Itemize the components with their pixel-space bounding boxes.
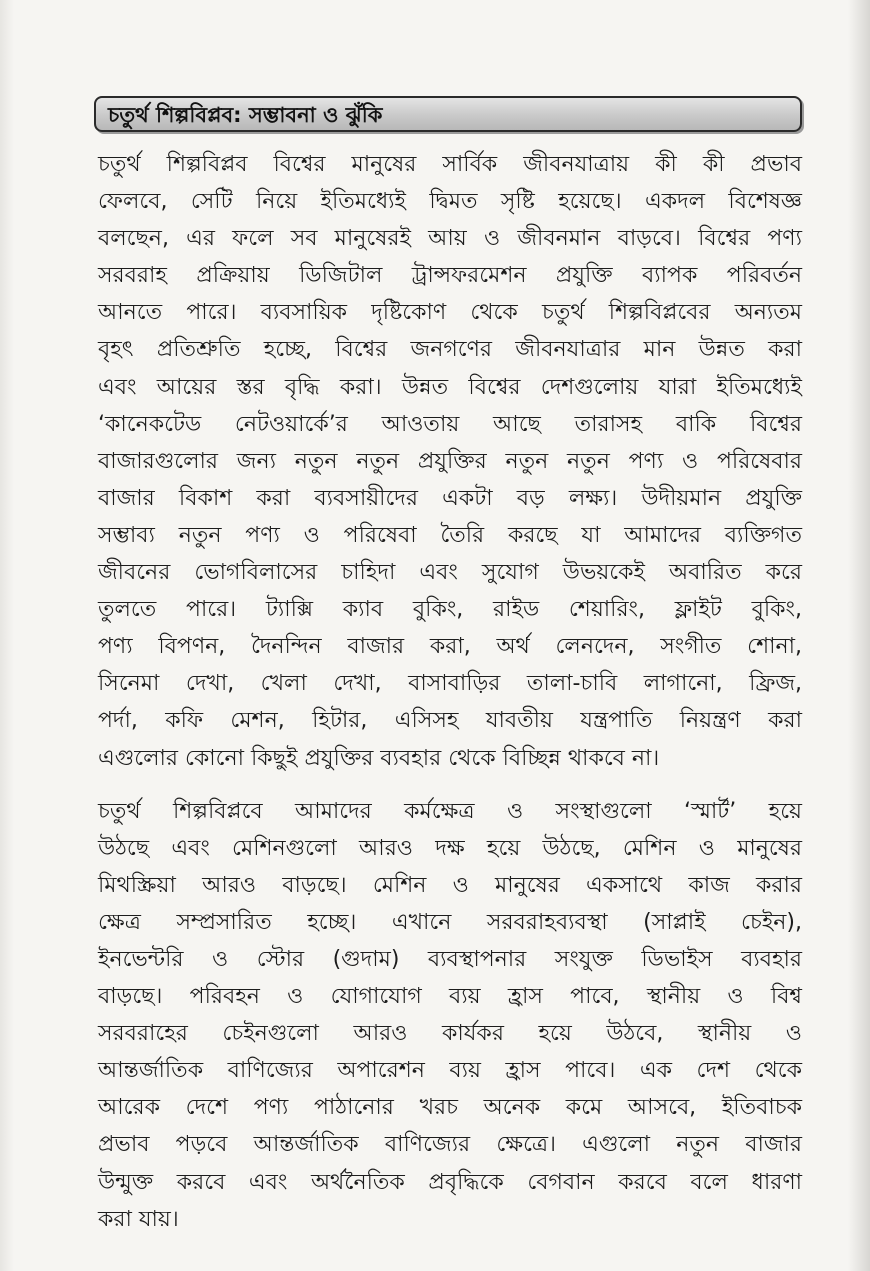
text-line: ‘কানেকটেড নেটওয়ার্কে’র আওতায় আছে তারাসহ বাকি বিশ্বের: [98, 411, 802, 437]
text-line: ফেলবে, সেটি নিয়ে ইতিমধ্যেই দ্বিমত সৃষ্টি হয়েছে। একদল বিশেষজ্ঞ: [98, 189, 802, 215]
paragraph-2: [98, 793, 802, 1238]
text-line: আনতে পারে। ব্যবসায়িক দৃষ্টিকোণ থেকে চতুর্থ শিল্পবিপ্লবের অন্যতম: [98, 300, 802, 326]
text-line: সরবরাহ প্রক্রিয়ায় ডিজিটাল ট্রান্সফরমেশন প্রযুক্তি ব্যাপক পরিবর্তন: [98, 263, 802, 289]
text-line: মিথস্ক্রিয়া আরও বাড়ছে। মেশিন ও মানুষের একসাথে কাজ করার: [98, 872, 802, 898]
text-line: উন্মুক্ত করবে এবং অর্থনৈতিক প্রবৃদ্ধিকে বেগবান করবে বলে ধারণা: [98, 1169, 802, 1195]
body-text: [98, 146, 802, 1238]
page-gutter-shadow: [0, 0, 14, 1271]
text-line: সরবরাহের চেইনগুলো আরও কার্যকর হয়ে উঠবে, স্থানীয় ও: [98, 1021, 802, 1047]
text-line: ক্ষেত্র সম্প্রসারিত হচ্ছে। এখানে সরবরাহব্যবস্থা (সাপ্লাই চেইন),: [98, 909, 802, 935]
page-edge-shadow: [848, 0, 870, 1271]
section-header-box: [94, 96, 802, 132]
text-line: সিনেমা দেখা, খেলা দেখা, বাসাবাড়ির তালা-চাবি লাগানো, ফ্রিজ,: [98, 671, 802, 697]
text-line: বাড়ছে। পরিবহন ও যোগাযোগ ব্যয় হ্রাস পাবে, স্থানীয় ও বিশ্ব: [98, 984, 802, 1010]
text-line: চতুর্থ শিল্পবিপ্লবে আমাদের কর্মক্ষেত্র ও সংস্থাগুলো ‘স্মার্ট’ হয়ে: [98, 798, 802, 824]
text-line: পণ্য বিপণন, দৈনন্দিন বাজার করা, অর্থ লেনদেন, সংগীত শোনা,: [98, 634, 802, 660]
text-line: সম্ভাব্য নতুন পণ্য ও পরিষেবা তৈরি করছে যা আমাদের ব্যক্তিগত: [98, 522, 802, 548]
text-line: আন্তর্জাতিক বাণিজ্যের অপারেশন ব্যয় হ্রাস পাবে। এক দেশ থেকে: [98, 1058, 802, 1084]
paragraph-spacer: [98, 777, 802, 793]
text-line: উঠছে এবং মেশিনগুলো আরও দক্ষ হয়ে উঠছে, মেশিন ও মানুষের: [98, 835, 802, 861]
text-line: তুলতে পারে। ট্যাক্সি ক্যাব বুকিং, রাইড শেয়ারিং, ফ্লাইট বুকিং,: [98, 597, 802, 623]
text-line: চতুর্থ শিল্পবিপ্লব বিশ্বের মানুষের সার্বিক জীবনযাত্রায় কী কী প্রভাব: [98, 152, 802, 177]
text-line: আরেক দেশে পণ্য পাঠানোর খরচ অনেক কমে আসবে, ইতিবাচক: [98, 1095, 802, 1121]
text-line: বাজার বিকাশ করা ব্যবসায়ীদের একটা বড় লক্ষ্য। উদীয়মান প্রযুক্তি: [98, 485, 802, 511]
section-title: চতুর্থ শিল্পবিপ্লব: সম্ভাবনা ও ঝুঁকি: [108, 103, 383, 127]
text-line: পর্দা, কফি মেশন, হিটার, এসিসহ যাবতীয় যন্ত্রপাতি নিয়ন্ত্রণ করা: [98, 708, 802, 734]
text-line: এবং আয়ের স্তর বৃদ্ধি করা। উন্নত বিশ্বের দেশগুলোয় যারা ইতিমধ্যেই: [98, 374, 802, 400]
text-line: প্রভাব পড়বে আন্তর্জাতিক বাণিজ্যের ক্ষেত্রে। এগুলো নতুন বাজার: [98, 1132, 802, 1158]
text-line: জীবনের ভোগবিলাসের চাহিদা এবং সুযোগ উভয়কেই অবারিত করে: [98, 560, 802, 586]
text-line: বাজারগুলোর জন্য নতুন নতুন প্রযুক্তির নতুন নতুন পণ্য ও পরিষেবার: [98, 448, 802, 474]
text-line: বৃহৎ প্রতিশ্রুতি হচ্ছে, বিশ্বের জনগণের জীবনযাত্রার মান উন্নত করা: [98, 337, 802, 363]
text-line: বলছেন, এর ফলে সব মানুষেরই আয় ও জীবনমান বাড়বে। বিশ্বের পণ্য: [98, 226, 802, 252]
paragraph-1: [98, 146, 802, 777]
text-line: এগুলোর কোনো কিছুই প্রযুক্তির ব্যবহার থেকে বিচ্ছিন্ন থাকবে না।: [98, 745, 660, 771]
text-line: করা যায়।: [98, 1206, 179, 1232]
text-line: ইনভেন্টরি ও স্টোর (গুদাম) ব্যবস্থাপনার সংযুক্ত ডিভাইস ব্যবহার: [98, 946, 802, 972]
